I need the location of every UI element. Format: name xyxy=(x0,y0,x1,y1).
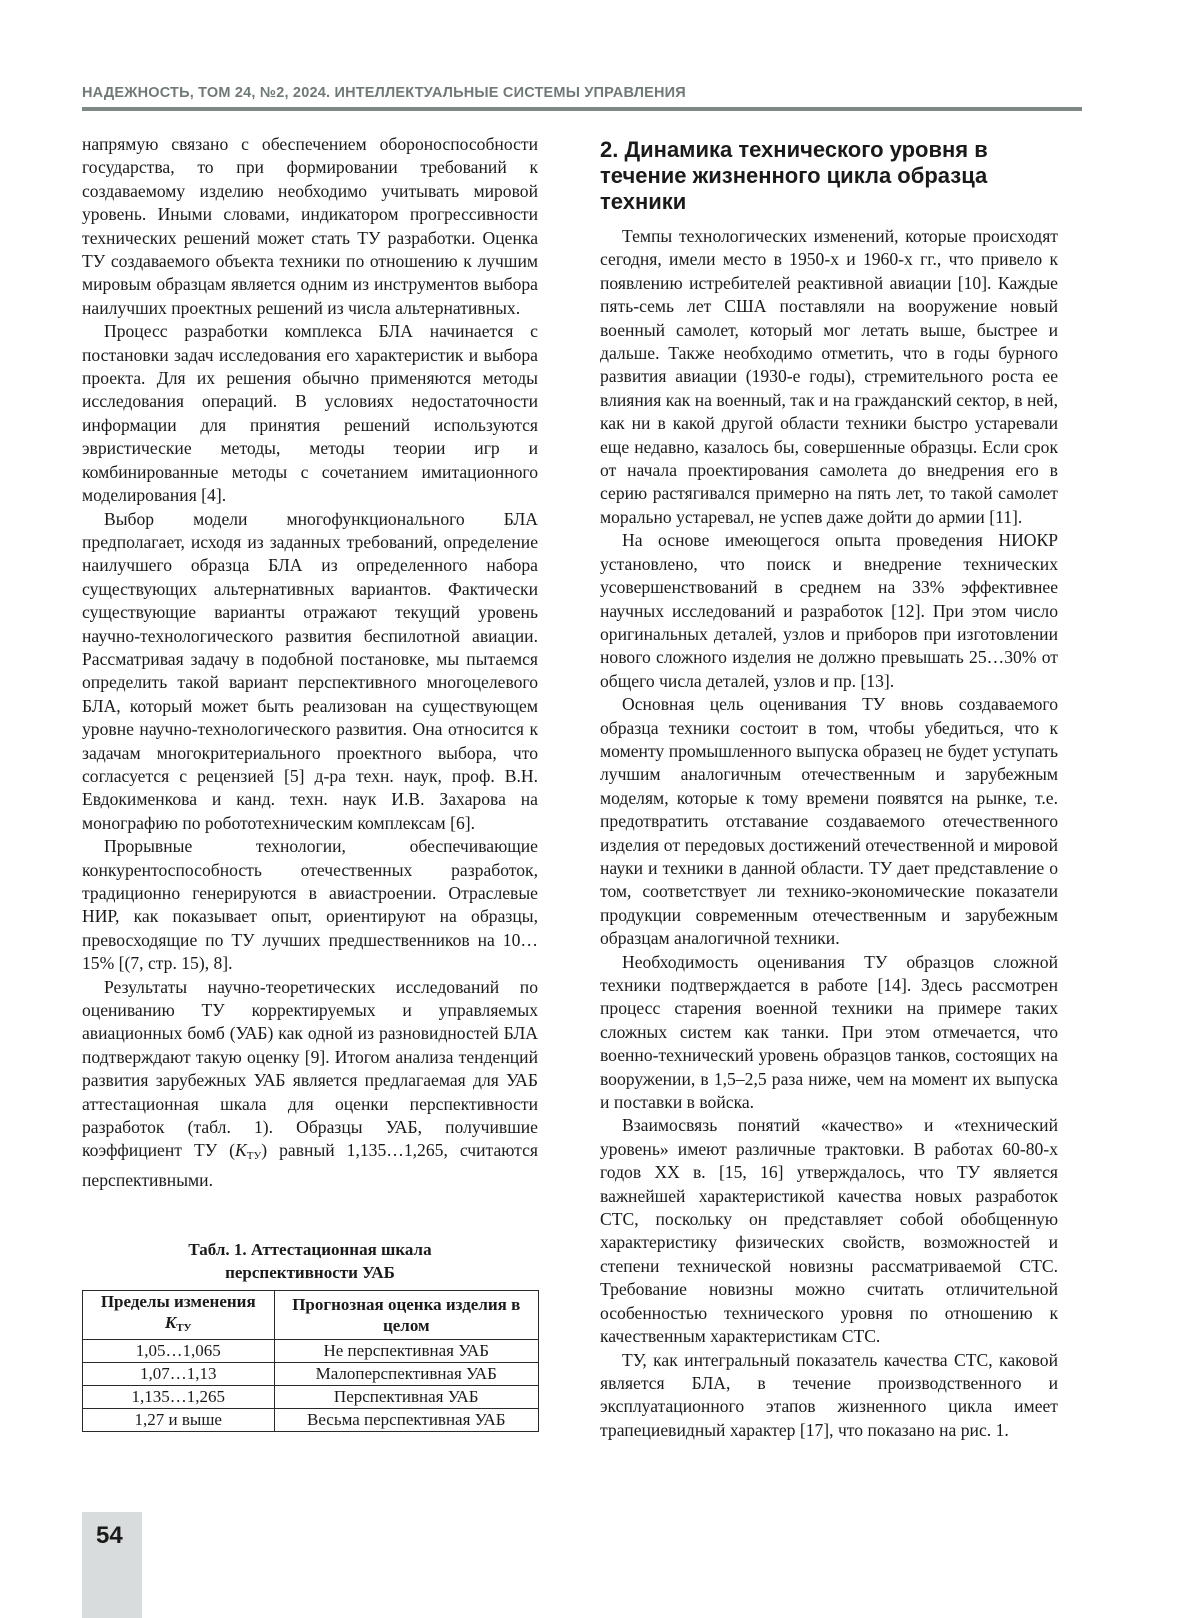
section-title: 2. Динамика технического уровня в течение жизненного цикла образца техники xyxy=(600,137,988,214)
paragraph: ТУ, как интегральный показатель качества СТС, каковой является БЛА, в течение производственного и эксплуатационного этапов жизненного цикла имеет трапециевидный характер [17], что показано на рис. 1. xyxy=(600,1349,1058,1440)
table-cell: Перспективная УАБ xyxy=(274,1386,538,1409)
k-subscript: ТУ xyxy=(176,1322,192,1334)
table-cell: 1,05…1,065 xyxy=(83,1340,275,1363)
table-row xyxy=(83,1340,539,1363)
paragraph: Основная цель оценивания ТУ вновь создаваемого образца техники состоит в том, чтобы убедиться, что к моменту промышленного выпуска образец не будет уступать лучшим аналогичным отечественным и зарубежным моделям, которые к тому времени появятся на рынке, т.е. предотвратить отставание создаваемого отечественного изделия от передовых достижений отечественной и мировой науки и техники в данной области. ТУ дает представление о том, соответствует ли технико-экономические показатели продукции современным отечественным и зарубежным образцам аналогичной техники. xyxy=(600,694,1058,949)
table-cell: 1,135…1,265 xyxy=(83,1386,275,1409)
table-row xyxy=(83,1409,539,1432)
left-column xyxy=(82,133,538,1192)
paragraph-text: ) равный 1,135…1,265, считаются перспективными. xyxy=(82,1140,538,1190)
header-text: Пределы изменения xyxy=(100,1292,256,1311)
table-cell: Не перспективная УАБ xyxy=(274,1340,538,1363)
table-cell: Весьма перспективная УАБ xyxy=(274,1409,538,1432)
table-cell: 1,07…1,13 xyxy=(83,1363,275,1386)
table-caption-line: Табл. 1. Аттестационная шкала xyxy=(188,1240,432,1259)
table-caption-line: перспективности УАБ xyxy=(225,1263,395,1282)
table-caption xyxy=(82,1238,538,1284)
running-header: НАДЕЖНОСТЬ, ТОМ 24, №2, 2024. ИНТЕЛЛЕКТУАЛЬНЫЕ СИСТЕМЫ УПРАВЛЕНИЯ xyxy=(82,85,686,101)
table-header-cell: Прогнозная оценка изделия в целом xyxy=(274,1291,538,1340)
table-cell: Малоперспективная УАБ xyxy=(274,1363,538,1386)
attestation-scale-table xyxy=(82,1290,539,1432)
paragraph: Прорывные технологии, обеспечивающие конкурентоспособность отечественных разработок, традиционно генерируются в авиастроении. Отраслевые НИР, как показывает опыт, ориентируют на образцы, превосходящие по ТУ лучших предшественников на 10…15% [(7, стр. 15), 8]. xyxy=(82,836,538,974)
k-symbol: K xyxy=(164,1313,177,1332)
paragraph: На основе имеющегося опыта проведения НИОКР установлено, что поиск и внедрение технических усовершенствований в среднем на 33% эффективнее научных исследований и разработок [12]. При этом число оригинальных деталей, узлов и приборов при изготовлении нового сложного изделия не должно превышать 25…30% от общего числа деталей, узлов и пр. [13]. xyxy=(600,530,1058,691)
k-subscript: ТУ xyxy=(246,1150,262,1163)
table-header-cell xyxy=(83,1291,275,1340)
table-row xyxy=(83,1386,539,1409)
paragraph: Темпы технологических изменений, которые происходят сегодня, имели место в 1950-х и 1960-х гг., что привело к появлению истребителей реактивной авиации [10]. Каждые пять-семь лет США поставляли на вооружение новый военный самолет, который мог летать выше, быстрее и дальше. Также необходимо отметить, что в годы бурного развития авиации (1930-е годы), стремительного роста ее влияния как на военный, так и на гражданский сектор, в ней, как ни в какой другой области техники быстро устаревали еще недавно, казалось бы, совершенные образцы. Если срок от начала проектирования самолета до внедрения его в серию растягивался примерно на пять лет, то такой самолет морально устаревал, не успев даже дойти до армии [11]. xyxy=(600,226,1058,527)
header-rule xyxy=(82,107,1082,111)
right-column xyxy=(600,133,1058,1442)
paragraph: напрямую связано с обеспечением обороноспособности государства, то при формировании требований к создаваемому изделию необходимо учитывать мировой уровень. Иными словами, индикатором прогрессивности технических решений может стать ТУ разработки. Оценка ТУ создаваемого объекта техники по отношению к лучшим мировым образцам является одним из инструментов выбора наилучших проектных решений из числа альтернативных. xyxy=(82,134,538,318)
table-cell: 1,27 и выше xyxy=(83,1409,275,1432)
table-row xyxy=(83,1363,539,1386)
paragraph: Выбор модели многофункционального БЛА предполагает, исходя из заданных требований, определение наилучшего образца БЛА из определенного набора существующих альтернативных вариантов. Фактически существующие варианты отражают текущий уровень научно-технологического развития беспилотной авиации. Рассматривая задачу в подобной постановке, мы пытаемся определить такой вариант перспективного многоцелевого БЛА, который может быть реализован на существующем уровне научно-технологического развития. Она относится к задачам многокритериального проектного выбора, что согласуется с рецензией [5] д-ра техн. наук, проф. В.Н. Евдокименкова и канд. техн. наук И.В. Захарова на монографию по робототехническим комплексам [6]. xyxy=(82,508,538,833)
table-header-row xyxy=(83,1291,539,1340)
paragraph-text: Результаты научно-теоретических исследований по оцениванию ТУ корректируемых и управляемых авиационных бомб (УАБ) как одной из разновидностей БЛА подтверждают такую оценку [9]. Итогом анализа тенденций развития зарубежных УАБ является предлагаемая для УАБ аттестационная шкала для оценки перспективности разработок (табл. 1). Образцы УАБ, получившие коэффициент ТУ ( xyxy=(82,976,538,1161)
paragraph: Необходимость оценивания ТУ образцов сложной техники подтверждается в работе [14]. Здесь рассмотрен процесс старения военной техники на примере таких сложных систем как танки. При этом отмечается, что военно-технический уровень образцов танков, состоящих на вооружении, в 1,5–2,5 раза ниже, чем на момент их выпуска и поставки в войска. xyxy=(600,951,1058,1113)
page-number: 54 xyxy=(96,1522,123,1549)
k-symbol: K xyxy=(235,1140,247,1161)
paragraph: Процесс разработки комплекса БЛА начинается с постановки задач исследования его характеристик и выбора проекта. Для их решения обычно применяются методы исследования операций. В условиях недостаточности информации для принятия решений используются эвристические методы, методы теории игр и комбинированные методы с сочетанием имитационного моделирования [4]. xyxy=(82,321,538,506)
paragraph: Взаимосвязь понятий «качество» и «технический уровень» имеют различные трактовки. В работах 60-80-х годов XX в. [15, 16] утверждалось, что ТУ является важнейшей характеристикой качества новых разработок СТС, поскольку он представляет собой обобщенную характеристику физических свойств, возможностей и степени технической новизны рассматриваемой СТС. Требование новизны можно считать отличительной особенностью технического уровня по отношению к качественным характеристикам СТС. xyxy=(600,1115,1058,1347)
paragraph xyxy=(82,976,538,1193)
